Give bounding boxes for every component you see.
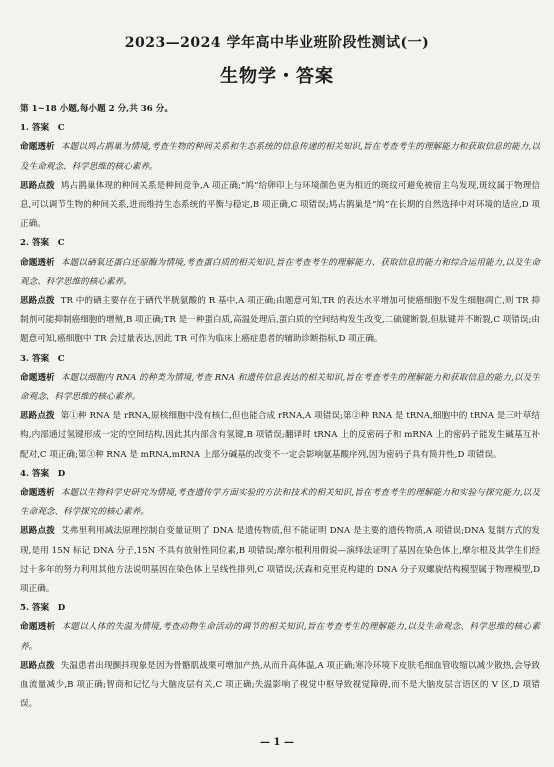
- hint-label: 思路点拨: [20, 660, 55, 671]
- hint-paragraph: [20, 292, 540, 350]
- hint-paragraph: [20, 522, 540, 599]
- analysis-paragraph: [20, 369, 540, 407]
- hint-text: 失温患者出现颤抖现象是因为骨骼肌战栗可增加产热,从而升高体温,A 项正确;寒冷环境下皮肤毛细血管收缩以减少散热,会导致血流量减少,B 项正确;智商和记忆与大脑皮层有关,C 项正确;失温影响了视觉中枢导致视觉障碍,而不是大脑皮层言语区的 V 区,D 项错误。: [20, 660, 540, 710]
- analysis-label: 命题透析: [20, 142, 55, 153]
- hint-paragraph: [20, 657, 540, 715]
- hint-text: TR 中的硒主要存在于硒代半胱氨酸的 R 基中,A 项正确;由题意可知,TR 的表达水平增加可使癌细胞不发生细胞凋亡,则 TR 抑制剂可能抑制癌细胞的增殖,B 项正确;TR 是一种蛋白质,高温处理后,蛋白质的空间结构发生改变,二硫键断裂,但肽键并不断裂,C 项错误;由题意可知,癌细胞中 TR 会过量表达,因此 TR 可作为临床上癌症患者的辅助诊断指标,D 项正确。: [20, 296, 540, 345]
- analysis-label: 命题透析: [20, 622, 56, 633]
- hint-text: 第①种 RNA 是 rRNA,原核细胞中没有核仁,但也能合成 rRNA,A 项错误;第②种 RNA 是 tRNA,细胞中的 tRNA 是三叶草结构,内部通过氢键形成一定的空间结构,因此其内部含有氢键,B 项错误;翻译时 tRNA 上的反密码子和 mRNA 上的密码子能发生碱基互补配对,C 项正确;第③种 RNA 是 mRNA,mRNA 上部分碱基的改变不一定会影响氨基酸序列,因为密码子具有简并性,D 项错误。: [20, 411, 540, 460]
- answer-body: [20, 100, 540, 715]
- hint-label: 思路点拨: [20, 526, 56, 537]
- answer-line: 5. 答案 D: [20, 603, 66, 614]
- analysis-text: 本题以细胞内 RNA 的种类为情境,考查 RNA 和遗传信息表达的相关知识,旨在考查考生的理解能力和获取信息的能力,以及生命观念、科学思维的核心素养。: [20, 372, 540, 403]
- analysis-text: 本题以人体的失温为情境,考查动物生命活动的调节的相关知识,旨在考查考生的理解能力,以及生命观念、科学思维的核心素养。: [20, 622, 540, 652]
- page-number: — 1 —: [260, 737, 294, 748]
- analysis-label: 命题透析: [20, 488, 55, 499]
- analysis-text: 本题以鸠占鹊巢为情境,考查生物的种间关系和生态系统的信息传递的相关知识,旨在考查考生的理解能力和获取信息的能力,以及生命观念、科学思维的核心素养。: [20, 142, 540, 172]
- analysis-text: 本题以硒氧还蛋白还原酶为情境,考查蛋白质的相关知识,旨在考查考生的理解能力、获取信息的能力和综合运用能力,以及生命观念、科学思维的核心素养。: [20, 257, 540, 287]
- section-intro: 第 1~18 小题,每小题 2 分,共 36 分。: [20, 104, 173, 114]
- analysis-text: 本题以生物科学史研究为情境,考查遗传学方面实验的方法和技术的相关知识,旨在考查考生的理解能力和实验与探究能力,以及生命观念、科学探究的核心素养。: [20, 488, 540, 518]
- answer-item-5: [20, 599, 540, 714]
- hint-paragraph: [20, 407, 540, 465]
- exam-subtitle: 生物学・答案: [220, 66, 334, 87]
- analysis-paragraph: [20, 484, 540, 522]
- hint-paragraph: [20, 177, 540, 235]
- hint-label: 思路点拨: [20, 411, 55, 422]
- hint-label: 思路点拨: [20, 296, 55, 307]
- analysis-paragraph: [20, 254, 540, 292]
- analysis-paragraph: [20, 138, 540, 176]
- answer-item-3: [20, 350, 540, 465]
- answer-item-2: [20, 234, 540, 349]
- answer-item-1: [20, 119, 540, 234]
- analysis-label: 命题透析: [20, 257, 55, 268]
- analysis-paragraph: [20, 618, 540, 656]
- hint-text: 艾弗里利用减法原理控制自变量证明了 DNA 是遗传物质,但不能证明 DNA 是主要的遗传物质,A 项错误;DNA 复制方式的发现,是用 15N 标记 DNA 分子,15N 不具有放射性同位素,B 项错误;摩尔根利用假说—演绎法证明了基因在染色体上,摩尔根及其学生们经过十多年的努力利用其他方法说明基因在染色体上呈线性排列,C 项错误;沃森和克里克构建的 DNA 分子双螺旋结构模型属于物理模型,D 项正确。: [20, 526, 540, 595]
- answer-line: 1. 答案 C: [20, 123, 65, 134]
- analysis-label: 命题透析: [20, 372, 55, 383]
- answer-line: 4. 答案 D: [20, 468, 66, 479]
- answer-line: 2. 答案 C: [20, 238, 65, 249]
- hint-label: 思路点拨: [20, 180, 55, 191]
- hint-text: 鸠占鹊巢体现的种间关系是种间竞争,A 项正确;“鸠”给卵印上与环境颜色更为相近的斑纹可避免被宿主鸟发现,斑纹属于物理信息,可以调节生物的种间关系,进而维持生态系统的平衡与稳定,B 项正确,C 项错误;鸠占鹊巢是“鸠”在长期的自然选择中对环境的适应,D 项正确。: [20, 180, 540, 230]
- answer-line: 3. 答案 C: [20, 353, 65, 364]
- answer-item-4: [20, 465, 540, 599]
- exam-title: 2023—2024 学年高中毕业班阶段性测试(一): [124, 35, 430, 51]
